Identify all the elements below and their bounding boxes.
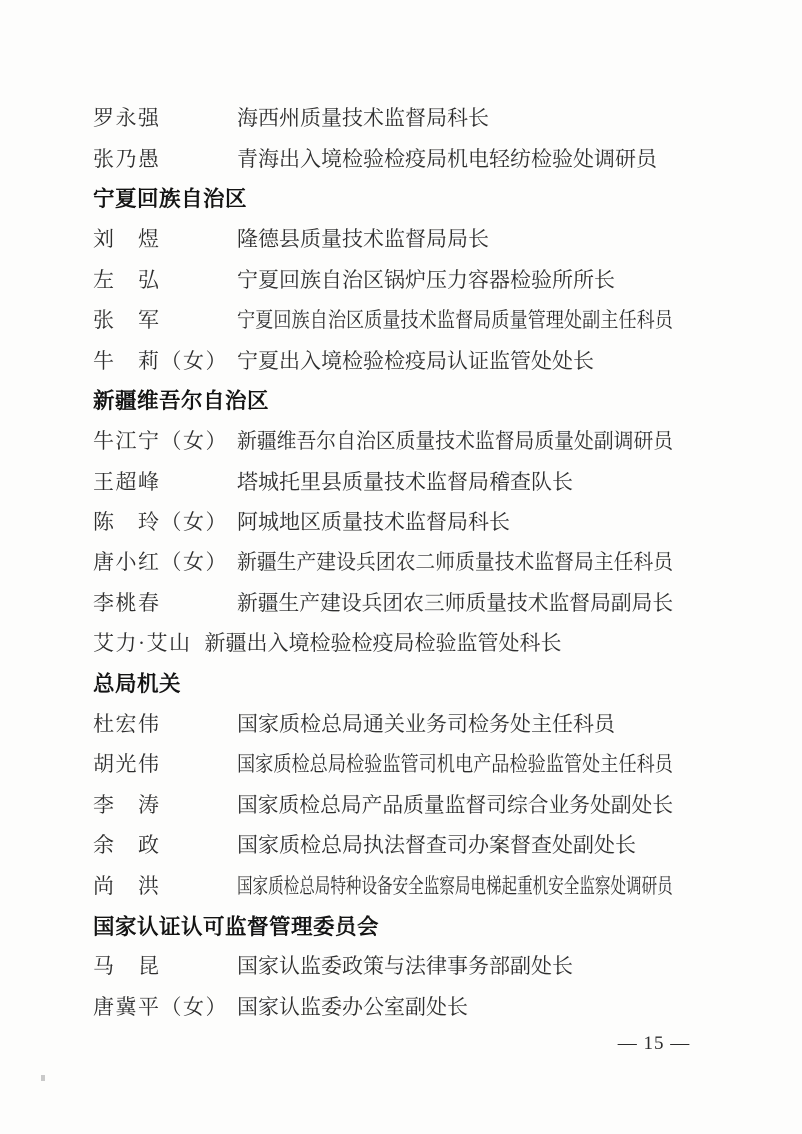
person-title-box xyxy=(237,264,673,294)
person-name: 马 昆 xyxy=(93,954,161,979)
person-title-box xyxy=(237,991,673,1021)
person-name: 王超峰 xyxy=(93,469,161,494)
person-title: 塔城托里县质量技术监督局稽查队长 xyxy=(237,469,573,494)
section-header: 国家认证认可监督管理委员会 xyxy=(93,914,380,939)
list-item xyxy=(93,784,673,824)
person-title: 国家质检总局检验监管司机电产品检验监管处主任科员 xyxy=(237,752,673,777)
list-item xyxy=(93,501,673,541)
person-title-box xyxy=(237,223,673,253)
person-title: 国家认监委政策与法律事务部副处长 xyxy=(237,954,573,979)
list-item xyxy=(93,339,673,379)
person-name: 唐冀平（女） xyxy=(93,994,228,1019)
person-title: 海西州质量技术监督局科长 xyxy=(237,106,489,131)
person-name: 罗永强 xyxy=(93,106,161,131)
person-title: 国家质检总局执法督查司办案督查处副处长 xyxy=(237,833,636,858)
person-name: 张 军 xyxy=(93,308,161,333)
list-item xyxy=(93,218,673,258)
person-title-box xyxy=(237,425,673,455)
person-name: 刘 煜 xyxy=(93,227,161,252)
list-item xyxy=(93,97,673,137)
list-item xyxy=(93,420,673,460)
person-title: 新疆出入境检验检疫局检验监管处科长 xyxy=(204,631,562,656)
page-number: — 15 — xyxy=(617,1033,691,1054)
person-name: 张乃愚 xyxy=(93,146,161,171)
person-title: 新疆维吾尔自治区质量技术监督局质量处副调研员 xyxy=(237,429,674,454)
list-item xyxy=(93,541,673,581)
person-title: 隆德县质量技术监督局局长 xyxy=(237,227,489,252)
list-item xyxy=(93,945,673,985)
list-item xyxy=(93,703,673,743)
person-title-box xyxy=(237,708,673,738)
list-item xyxy=(93,864,673,904)
list-item xyxy=(93,622,673,662)
person-title: 宁夏回族自治区锅炉压力容器检验所所长 xyxy=(237,267,615,292)
section-header: 宁夏回族自治区 xyxy=(93,187,248,212)
person-title-box xyxy=(237,466,673,496)
person-name: 李 涛 xyxy=(93,792,161,817)
section-header: 总局机关 xyxy=(93,672,182,697)
person-name: 左 弘 xyxy=(93,267,161,292)
list-item xyxy=(93,986,673,1026)
person-name: 尚 洪 xyxy=(93,873,161,898)
person-title-box xyxy=(237,506,673,536)
list-item xyxy=(93,743,673,783)
scan-speck xyxy=(41,1075,45,1081)
list-item xyxy=(93,137,673,177)
person-title: 国家质检总局特种设备安全监察局电梯起重机安全监察处调研员 xyxy=(237,873,673,898)
list-item xyxy=(93,259,673,299)
person-name: 唐小红（女） xyxy=(93,550,228,575)
person-title: 阿城地区质量技术监督局科长 xyxy=(237,510,510,535)
section-header: 新疆维吾尔自治区 xyxy=(93,389,270,414)
person-title-box xyxy=(237,950,673,980)
person-title-box xyxy=(237,546,673,576)
person-title-box xyxy=(237,789,673,819)
person-title-box xyxy=(237,587,673,617)
list-item xyxy=(93,824,673,864)
person-title-box xyxy=(237,143,673,173)
person-title-box xyxy=(237,748,673,778)
person-title: 新疆生产建设兵团农三师质量技术监督局副局长 xyxy=(237,590,674,615)
person-title: 国家质检总局通关业务司检务处主任科员 xyxy=(237,712,615,737)
person-name: 余 政 xyxy=(93,833,161,858)
person-name: 艾力·艾山 xyxy=(93,631,192,656)
list-item xyxy=(93,299,673,339)
person-name: 牛 莉（女） xyxy=(93,348,228,373)
person-title: 宁夏回族自治区质量技术监督局质量管理处副主任科员 xyxy=(237,308,673,333)
person-title: 国家认监委办公室副处长 xyxy=(237,994,468,1019)
person-title-box xyxy=(205,627,674,657)
person-name: 牛江宁（女） xyxy=(93,429,228,454)
list-item xyxy=(93,582,673,622)
person-name: 陈 玲（女） xyxy=(93,510,228,535)
person-title-box xyxy=(237,102,673,132)
person-title-box xyxy=(237,829,673,859)
person-title: 宁夏出入境检验检疫局认证监管处处长 xyxy=(237,348,594,373)
person-name: 杜宏伟 xyxy=(93,712,161,737)
award-recipient-list xyxy=(93,97,673,1026)
person-title: 新疆生产建设兵团农二师质量技术监督局主任科员 xyxy=(237,550,674,575)
person-title-box xyxy=(237,870,673,900)
person-name: 胡光伟 xyxy=(93,752,161,777)
person-title: 国家质检总局产品质量监督司综合业务处副处长 xyxy=(237,792,674,817)
person-title-box xyxy=(237,304,673,334)
person-title-box xyxy=(237,345,673,375)
list-item xyxy=(93,461,673,501)
person-title: 青海出入境检验检疫局机电轻纺检验处调研员 xyxy=(237,146,657,171)
person-name: 李桃春 xyxy=(93,590,161,615)
